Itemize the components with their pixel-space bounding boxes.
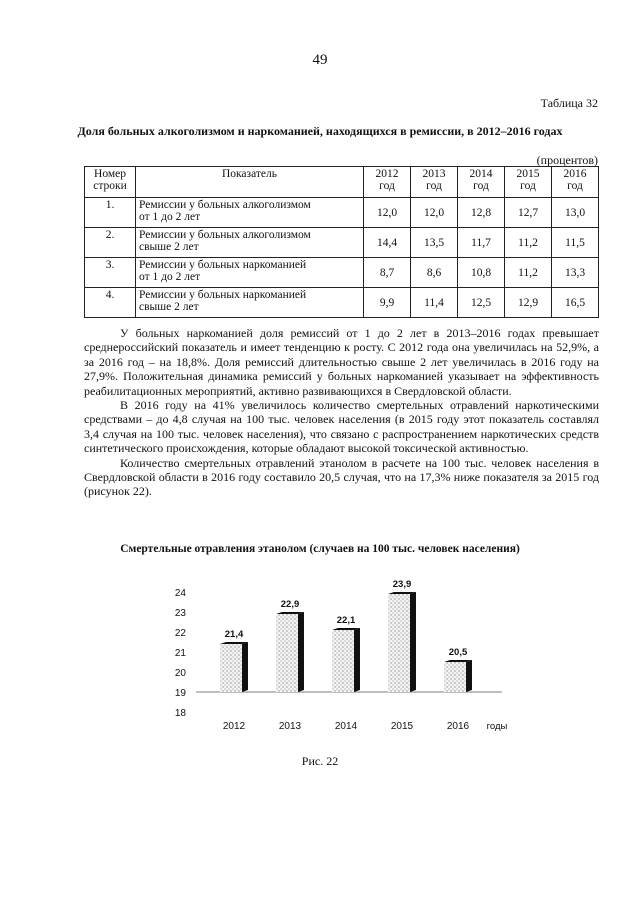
table-title: Доля больных алкоголизмом и наркоманией, находящихся в ремиссии, в 2012–2016 годах <box>77 124 563 138</box>
row-number: 2. <box>85 228 136 258</box>
cell-2014: 11,7 <box>458 228 505 258</box>
data-label: 21,4 <box>224 629 244 640</box>
bar-side <box>466 660 472 692</box>
header-year-2015: 2015 год <box>505 167 552 198</box>
x-tick-label: 2016 <box>446 721 470 732</box>
row-indicator: Ремиссии у больных алкоголизмом от 1 до 2 лет <box>136 198 364 228</box>
bar <box>444 662 466 692</box>
y-tick-label: 18 <box>174 708 186 719</box>
paragraph: В 2016 году на 41% увеличилось количество смертельных отравлений наркотическими средствами – до 4,8 случая на 100 тыс. человек населения (в 2015 году этот показатель составлял 3,4 случая на 100 тыс. человек населения), что связано с распространением наркотических средств синтетического происхождения, которые обладают высокой токсической активностью. <box>84 398 599 456</box>
header-year-2012: 2012 год <box>364 167 411 198</box>
table-row <box>85 288 599 318</box>
cell-2014: 12,8 <box>458 198 505 228</box>
x-tick-label: 2013 <box>278 721 302 732</box>
data-label: 20,5 <box>448 647 468 658</box>
header-year-2016: 2016 год <box>552 167 599 198</box>
page-number: 49 <box>312 52 328 68</box>
header-indicator: Показатель <box>136 167 364 198</box>
paragraph: Количество смертельных отравлений этанолом в расчете на 100 тыс. человек населения в Свердловской области в 2016 году составило 20,5 случая, что на 17,3% ниже показателя за 2015 год (рисунок 22). <box>84 455 599 499</box>
header-row-number: Номер строки <box>85 167 136 198</box>
cell-2016: 13,3 <box>552 258 599 288</box>
bar-side <box>410 592 416 692</box>
bar <box>220 644 242 692</box>
row-indicator: Ремиссии у больных наркоманией свыше 2 лет <box>136 288 364 318</box>
ethanol-poisoning-chart <box>170 566 520 746</box>
paragraph: У больных наркоманией доля ремиссий от 1 до 2 лет в 2013–2016 годах превышает среднероссийский показатель и имеет тенденцию к росту. С 2012 года она увеличилась на 52,9%, а за 2016 год – на 18,8%. Доля ремиссий длительностью свыше 2 лет увеличилась в 2016 году на 27,9%. Положительная динамика ремиссий у больных наркоманией указывает на эффективность реабилитационных мероприятий, активно развивающихся в Свердловской области. <box>84 326 599 398</box>
cell-2013: 11,4 <box>411 288 458 318</box>
y-tick-label: 24 <box>174 588 186 599</box>
table-row <box>85 258 599 288</box>
x-axis-label: годы <box>486 721 508 732</box>
data-label: 22,9 <box>280 599 300 610</box>
y-tick-label: 22 <box>174 628 186 639</box>
table-row <box>85 228 599 258</box>
cell-2015: 11,2 <box>505 258 552 288</box>
cell-2016: 13,0 <box>552 198 599 228</box>
cell-2012: 9,9 <box>364 288 411 318</box>
bar-side <box>242 642 248 692</box>
table-units: (процентов) <box>536 153 598 167</box>
data-label: 23,9 <box>392 579 412 590</box>
x-tick-label: 2014 <box>334 721 358 732</box>
y-tick-label: 20 <box>174 668 186 679</box>
row-number: 1. <box>85 198 136 228</box>
x-tick-label: 2012 <box>222 721 246 732</box>
bar <box>332 630 354 692</box>
row-indicator: Ремиссии у больных алкоголизмом свыше 2 лет <box>136 228 364 258</box>
figure-caption: Рис. 22 <box>301 754 339 768</box>
cell-2016: 11,5 <box>552 228 599 258</box>
cell-2016: 16,5 <box>552 288 599 318</box>
cell-2015: 12,7 <box>505 198 552 228</box>
table-row <box>85 198 599 228</box>
header-year-2013: 2013 год <box>411 167 458 198</box>
row-number: 4. <box>85 288 136 318</box>
bar <box>388 594 410 692</box>
table-caption: Таблица 32 <box>540 96 598 110</box>
body-text <box>84 326 599 499</box>
y-tick-label: 23 <box>174 608 186 619</box>
cell-2012: 8,7 <box>364 258 411 288</box>
bar-side <box>298 612 304 692</box>
row-number: 3. <box>85 258 136 288</box>
data-label: 22,1 <box>336 615 356 626</box>
figure-title: Смертельные отравления этанолом (случаев на 100 тыс. человек населения) <box>120 543 520 555</box>
cell-2012: 12,0 <box>364 198 411 228</box>
cell-2013: 12,0 <box>411 198 458 228</box>
remission-table <box>84 166 599 318</box>
cell-2015: 12,9 <box>505 288 552 318</box>
cell-2012: 14,4 <box>364 228 411 258</box>
cell-2014: 10,8 <box>458 258 505 288</box>
cell-2014: 12,5 <box>458 288 505 318</box>
x-tick-label: 2015 <box>390 721 414 732</box>
cell-2013: 8,6 <box>411 258 458 288</box>
row-indicator: Ремиссии у больных наркоманией от 1 до 2 лет <box>136 258 364 288</box>
cell-2013: 13,5 <box>411 228 458 258</box>
cell-2015: 11,2 <box>505 228 552 258</box>
y-tick-label: 19 <box>174 688 186 699</box>
header-year-2014: 2014 год <box>458 167 505 198</box>
y-tick-label: 21 <box>174 648 186 659</box>
bar-side <box>354 628 360 692</box>
table-header-row <box>85 167 599 198</box>
bar <box>276 614 298 692</box>
